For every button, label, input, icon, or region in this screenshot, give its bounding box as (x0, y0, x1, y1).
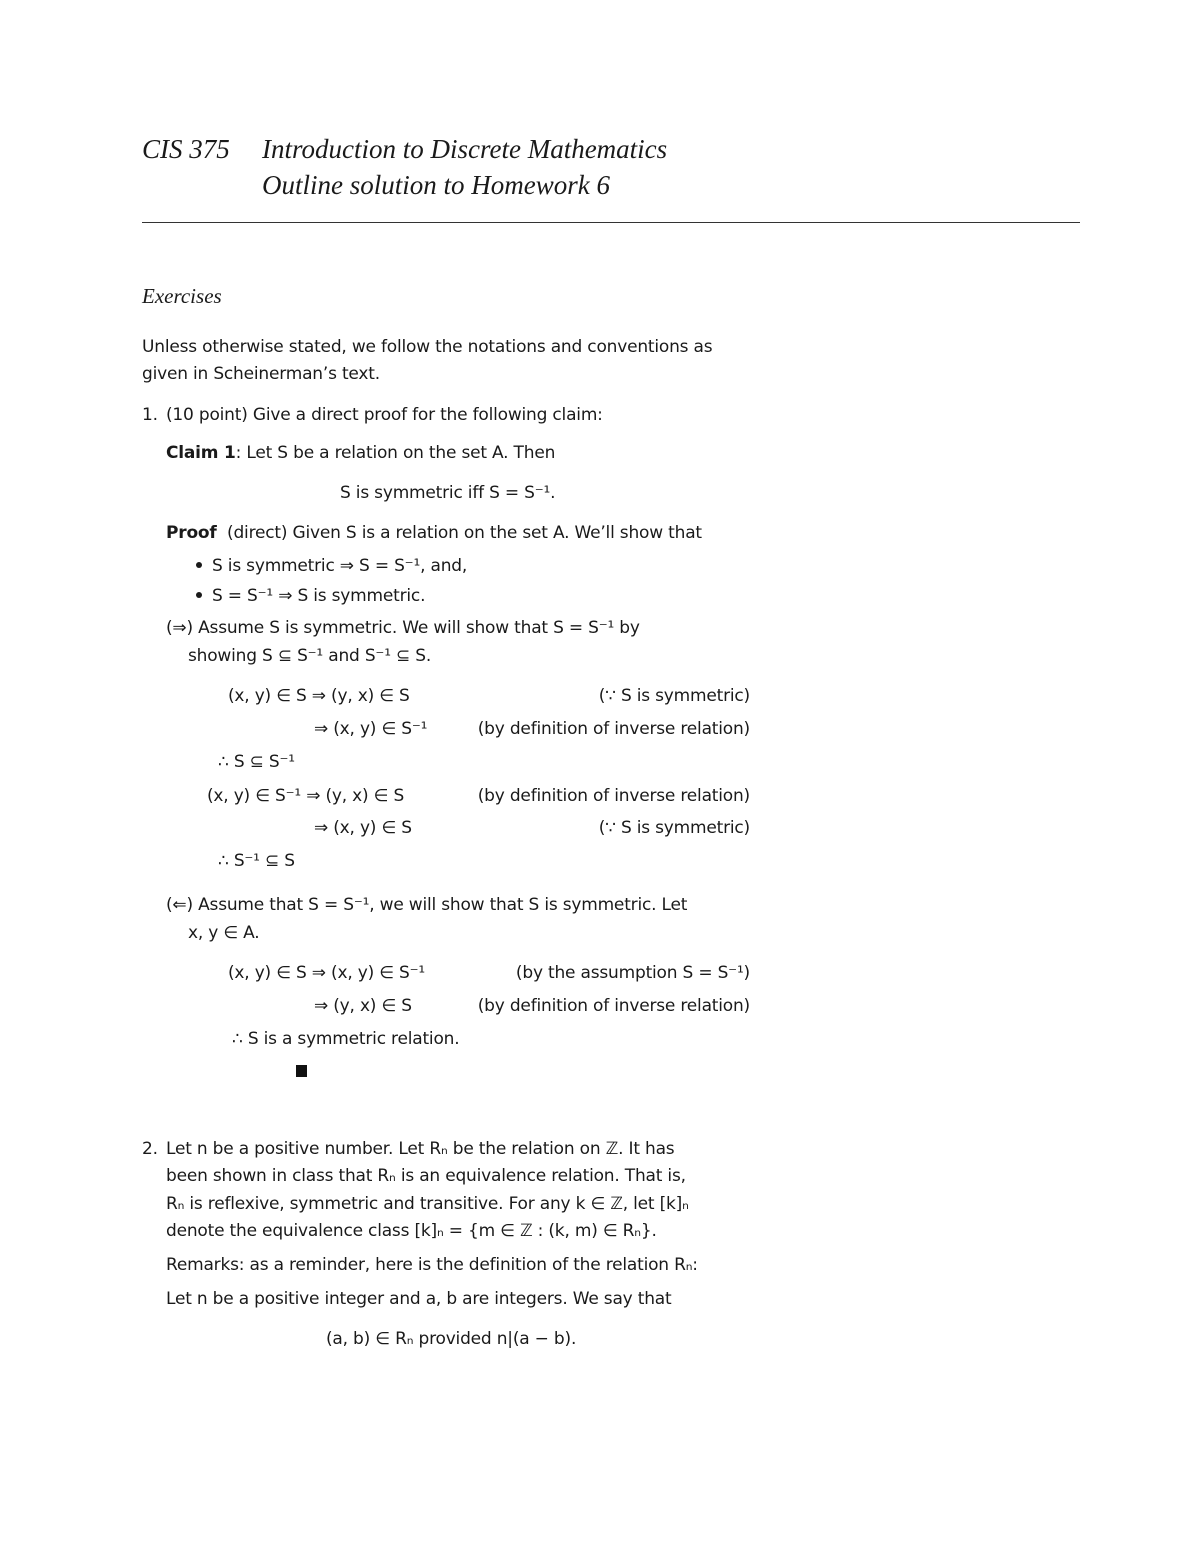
course-code: CIS 375 (142, 134, 230, 164)
bullet-item: S = S⁻¹ ⇒ S is symmetric. (196, 586, 425, 606)
intro-line-2: given in Scheinerman’s text. (142, 364, 380, 384)
forward-direction-line-1: (⇒) Assume S is symmetric. We will show that S = S⁻¹ by (166, 618, 640, 638)
problem-2-definition-display: (a, b) ∈ Rₙ provided n|(a − b). (326, 1329, 577, 1349)
claim-display: S is symmetric iff S = S⁻¹. (340, 483, 556, 503)
derivation-step: (x, y) ∈ S ⇒ (y, x) ∈ S (228, 686, 410, 706)
derivation-reason: (∵ S is symmetric) (598, 818, 750, 838)
bullet-icon (196, 592, 202, 598)
section-title: Exercises (142, 284, 222, 308)
derivation-step: (x, y) ∈ S ⇒ (x, y) ∈ S⁻¹ (228, 963, 426, 983)
document-subtitle: Outline solution to Homework 6 (262, 170, 610, 200)
derivation-step: (x, y) ∈ S⁻¹ ⇒ (y, x) ∈ S (207, 786, 405, 806)
backward-direction-line-1: (⇐) Assume that S = S⁻¹, we will show that S is symmetric. Let (166, 895, 688, 915)
qed-square-icon (296, 1065, 307, 1077)
problem-2-remark: Remarks: as a reminder, here is the definition of the relation Rₙ: (166, 1255, 698, 1275)
derivation-step: ⇒ (x, y) ∈ S⁻¹ (314, 719, 428, 739)
bullet-icon (196, 562, 202, 568)
claim-block (166, 443, 555, 463)
derivation-reason: (∵ S is symmetric) (598, 686, 750, 706)
problem-1-number: 1. (142, 405, 158, 425)
derivation-conclusion: ∴ S⁻¹ ⊆ S (218, 851, 295, 871)
proof-label: Proof (166, 523, 217, 543)
problem-2-line-4: denote the equivalence class [k]ₙ = {m ∈ ℤ : (k, m) ∈ Rₙ}. (166, 1221, 657, 1241)
bullet-item: S is symmetric ⇒ S = S⁻¹, and, (196, 556, 467, 576)
course-title: Introduction to Discrete Mathematics (262, 134, 668, 164)
problem-2-line-3: Rₙ is reflexive, symmetric and transitive. For any k ∈ ℤ, let [k]ₙ (166, 1194, 689, 1214)
proof-text: (direct) Given S is a relation on the set A. We’ll show that (227, 523, 702, 543)
proof-intro (166, 523, 702, 543)
intro-line-1: Unless otherwise stated, we follow the notations and conventions as (142, 337, 713, 357)
problem-2-number: 2. (142, 1139, 158, 1159)
header-rule (142, 222, 1080, 223)
derivation-reason: (by definition of inverse relation) (477, 786, 750, 806)
derivation-step: ⇒ (y, x) ∈ S (314, 996, 412, 1016)
derivation-conclusion: ∴ S ⊆ S⁻¹ (218, 752, 295, 772)
proof-conclusion: ∴ S is a symmetric relation. (232, 1029, 460, 1049)
derivation-reason: (by definition of inverse relation) (477, 719, 750, 739)
derivation-step: ⇒ (x, y) ∈ S (314, 818, 412, 838)
problem-2-line-2: been shown in class that Rₙ is an equivalence relation. That is, (166, 1166, 686, 1186)
derivation-reason: (by the assumption S = S⁻¹) (515, 963, 750, 983)
backward-direction-line-2: x, y ∈ A. (188, 923, 260, 943)
claim-label: Claim 1 (166, 443, 236, 463)
problem-2-line-1: Let n be a positive number. Let Rₙ be the relation on ℤ. It has (166, 1139, 675, 1159)
derivation-reason: (by definition of inverse relation) (477, 996, 750, 1016)
forward-direction-line-2: showing S ⊆ S⁻¹ and S⁻¹ ⊆ S. (188, 646, 432, 666)
problem-1-prompt: (10 point) Give a direct proof for the following claim: (166, 405, 603, 425)
claim-text: : Let S be a relation on the set A. Then (235, 443, 556, 463)
problem-2-definition: Let n be a positive integer and a, b are integers. We say that (166, 1289, 672, 1309)
